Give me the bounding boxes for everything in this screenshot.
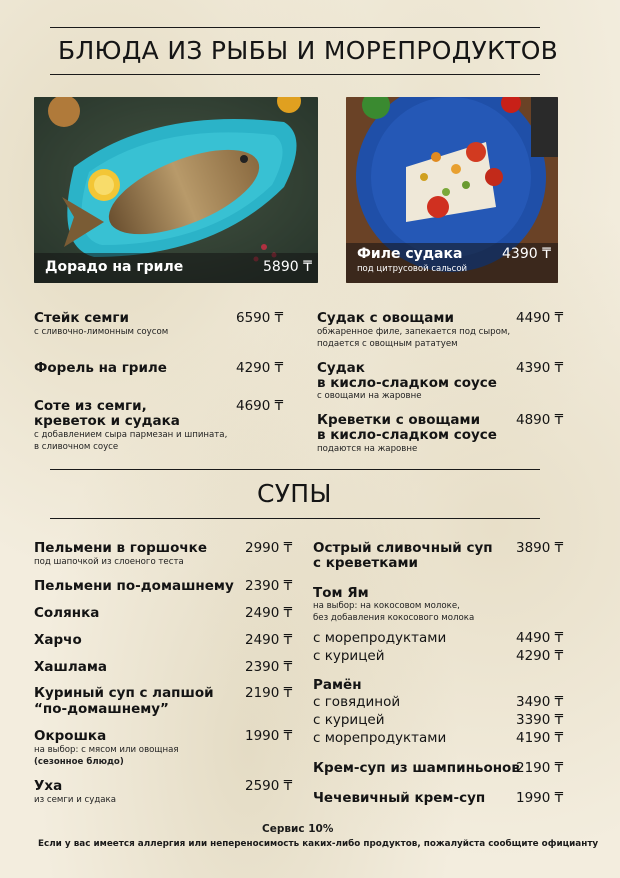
menu-item-price: 2190 ₸ xyxy=(516,760,564,776)
dorado-photo xyxy=(34,97,318,283)
menu-item-price: 3890 ₸ xyxy=(516,540,564,556)
menu-item-price: 2390 ₸ xyxy=(245,659,293,675)
fish-section-title: БЛЮДА ИЗ РЫБЫ И МОРЕПРОДУКТОВ xyxy=(58,36,559,65)
menu-option-price: 4490 ₸ xyxy=(516,630,564,646)
menu-option-label: с морепродуктами xyxy=(313,630,447,646)
menu-option-price: 4290 ₸ xyxy=(516,648,564,664)
menu-item-desc: без добавления кокосового молока xyxy=(313,613,475,623)
menu-item-price: 2390 ₸ xyxy=(245,578,293,594)
menu-item-name: Соте из семги, xyxy=(34,398,147,414)
menu-item-name: в кисло-сладком соусе xyxy=(317,427,497,443)
menu-item-name: Харчо xyxy=(34,632,82,648)
menu-item-price: 2590 ₸ xyxy=(245,778,293,794)
menu-item-price: 4290 ₸ xyxy=(236,360,284,376)
menu-option-price: 3490 ₸ xyxy=(516,694,564,710)
menu-item-price: 4490 ₸ xyxy=(516,310,564,326)
menu-item-name: Крем-суп из шампиньонов xyxy=(313,760,520,776)
fish-title-rule xyxy=(50,74,540,75)
soups-title-rule xyxy=(50,518,540,519)
menu-item-name: Рамён xyxy=(313,677,362,693)
menu-item-desc: в сливочном соусе xyxy=(34,442,119,452)
sudak-photo xyxy=(346,97,558,283)
menu-item-name: креветок и судака xyxy=(34,413,180,429)
menu-item-name: в кисло-сладком соусе xyxy=(317,375,497,391)
menu-item-name: Уха xyxy=(34,778,63,794)
allergy-note: Если у вас имеется аллергия или непереносимость каких-либо продуктов, пожалуйста сообщите официанту xyxy=(38,839,599,849)
menu-item-name: Солянка xyxy=(34,605,100,621)
menu-item-name: Пельмени в горшочке xyxy=(34,540,207,556)
menu-item-name: Стейк семги xyxy=(34,310,129,326)
sudak-price: 4390 ₸ xyxy=(502,246,551,262)
menu-item-price: 1990 ₸ xyxy=(516,790,564,806)
menu-item-name: “по-домашнему” xyxy=(34,701,169,717)
soups-top-rule xyxy=(50,469,540,470)
sudak-subtitle: под цитрусовой сальсой xyxy=(357,264,468,274)
menu-item-name: Чечевичный крем-суп xyxy=(313,790,486,806)
menu-item-desc: под шапочкой из слоеного теста xyxy=(34,557,184,567)
menu-item-name: Креветки с овощами xyxy=(317,412,481,428)
sudak-name: Филе судака xyxy=(357,246,463,262)
menu-item-desc: обжаренное филе, запекается под сыром, xyxy=(317,327,511,337)
menu-item-name: Судак xyxy=(317,360,365,376)
top-rule xyxy=(50,27,540,28)
menu-option-price: 3390 ₸ xyxy=(516,712,564,728)
menu-option-label: с говядиной xyxy=(313,694,401,710)
menu-option-label: с морепродуктами xyxy=(313,730,447,746)
menu-item-desc: подается с овощным рататуем xyxy=(317,339,458,349)
menu-item-name: Форель на гриле xyxy=(34,360,167,376)
menu-option-price: 4190 ₸ xyxy=(516,730,564,746)
menu-item-price: 4890 ₸ xyxy=(516,412,564,428)
menu-item-desc: с сливочно-лимонным соусом xyxy=(34,327,169,337)
menu-item-price: 2190 ₸ xyxy=(245,685,293,701)
menu-item-price: 2990 ₸ xyxy=(245,540,293,556)
soups-section-title: СУПЫ xyxy=(257,479,332,508)
menu-item-price: 2490 ₸ xyxy=(245,605,293,621)
menu-item-name: Острый сливочный суп xyxy=(313,540,493,556)
menu-item-name: с креветками xyxy=(313,555,418,571)
menu-item-desc: на выбор: на кокосовом молоке, xyxy=(313,601,460,611)
menu-item-desc: с добавлением сыра пармезан и шпината, xyxy=(34,430,228,440)
menu-option-label: с курицей xyxy=(313,648,385,664)
menu-item-desc: на выбор: с мясом или овощная xyxy=(34,745,179,755)
menu-item-note: (сезонное блюдо) xyxy=(34,757,124,767)
dorado-price: 5890 ₸ xyxy=(263,259,312,275)
menu-item-price: 1990 ₸ xyxy=(245,728,293,744)
menu-item-name: Пельмени по-домашнему xyxy=(34,578,234,594)
menu-item-name: Судак с овощами xyxy=(317,310,454,326)
service-charge: Сервис 10% xyxy=(262,823,334,835)
menu-item-name: Хашлама xyxy=(34,659,107,675)
menu-item-name: Том Ям xyxy=(313,585,369,601)
menu-option-label: с курицей xyxy=(313,712,385,728)
menu-item-price: 4390 ₸ xyxy=(516,360,564,376)
menu-item-desc: из семги и судака xyxy=(34,795,117,805)
menu-item-desc: подаются на жаровне xyxy=(317,444,418,454)
dorado-name: Дорадо на гриле xyxy=(45,259,184,275)
menu-item-desc: с овощами на жаровне xyxy=(317,391,422,401)
menu-item-price: 2490 ₸ xyxy=(245,632,293,648)
menu-item-name: Куриный суп с лапшой xyxy=(34,685,214,701)
menu-item-price: 6590 ₸ xyxy=(236,310,284,326)
menu-item-price: 4690 ₸ xyxy=(236,398,284,414)
menu-item-name: Окрошка xyxy=(34,728,107,744)
